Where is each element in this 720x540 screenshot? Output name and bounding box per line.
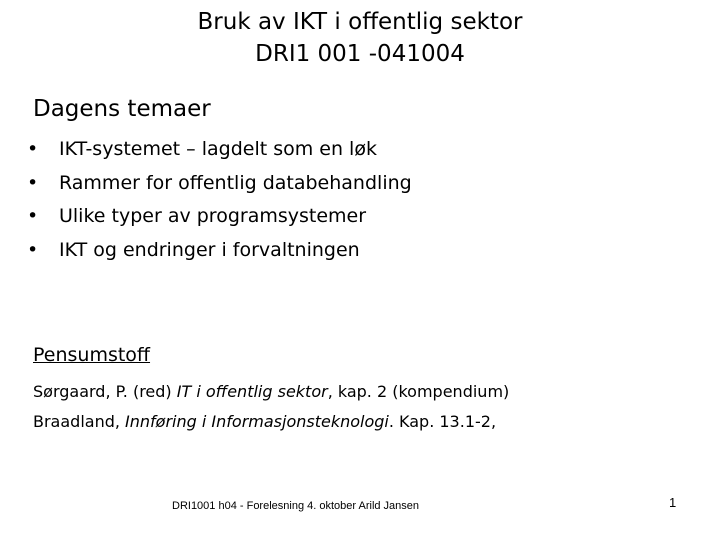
title-line-2: DRI1 001 -041004	[255, 41, 465, 67]
bullet-icon: •	[27, 205, 39, 227]
bullet-text: Ulike typer av programsystemer	[59, 205, 367, 227]
page-number: 1	[669, 495, 677, 510]
reference-detail: . Kap. 13.1-2,	[388, 412, 497, 431]
bullet-list	[27, 138, 412, 272]
reference-list	[33, 377, 509, 437]
list-item	[27, 239, 412, 273]
bullet-icon: •	[27, 138, 39, 160]
reference-author: Braadland,	[33, 412, 126, 431]
list-item	[27, 138, 412, 172]
bullet-icon: •	[27, 171, 39, 194]
list-item	[27, 205, 412, 239]
bullet-icon: •	[27, 238, 39, 261]
reference-1	[33, 377, 509, 407]
bullet-text: IKT og endringer i forvaltningen	[59, 238, 360, 261]
reference-2	[33, 407, 509, 437]
bullet-text: IKT-systemet – lagdelt som en løk	[59, 138, 377, 160]
reference-detail: , kap. 2 (kompendium)	[327, 382, 510, 401]
bullet-text: Rammer for offentlig databehandling	[59, 171, 412, 194]
pensum-heading: Pensumstoff	[33, 344, 151, 366]
reference-author: Sørgaard, P. (red)	[33, 382, 177, 401]
reference-title: Innføring i Informasjonsteknologi	[125, 412, 389, 431]
slide-footer: DRI1001 h04 - Forelesning 4. oktober Arild Jansen	[172, 500, 420, 512]
list-item	[27, 172, 412, 206]
title-line-1: Bruk av IKT i offentlig sektor	[197, 9, 523, 35]
slide-title	[0, 6, 720, 70]
reference-title: IT i offentlig sektor	[176, 382, 328, 401]
section-heading: Dagens temaer	[33, 96, 211, 122]
